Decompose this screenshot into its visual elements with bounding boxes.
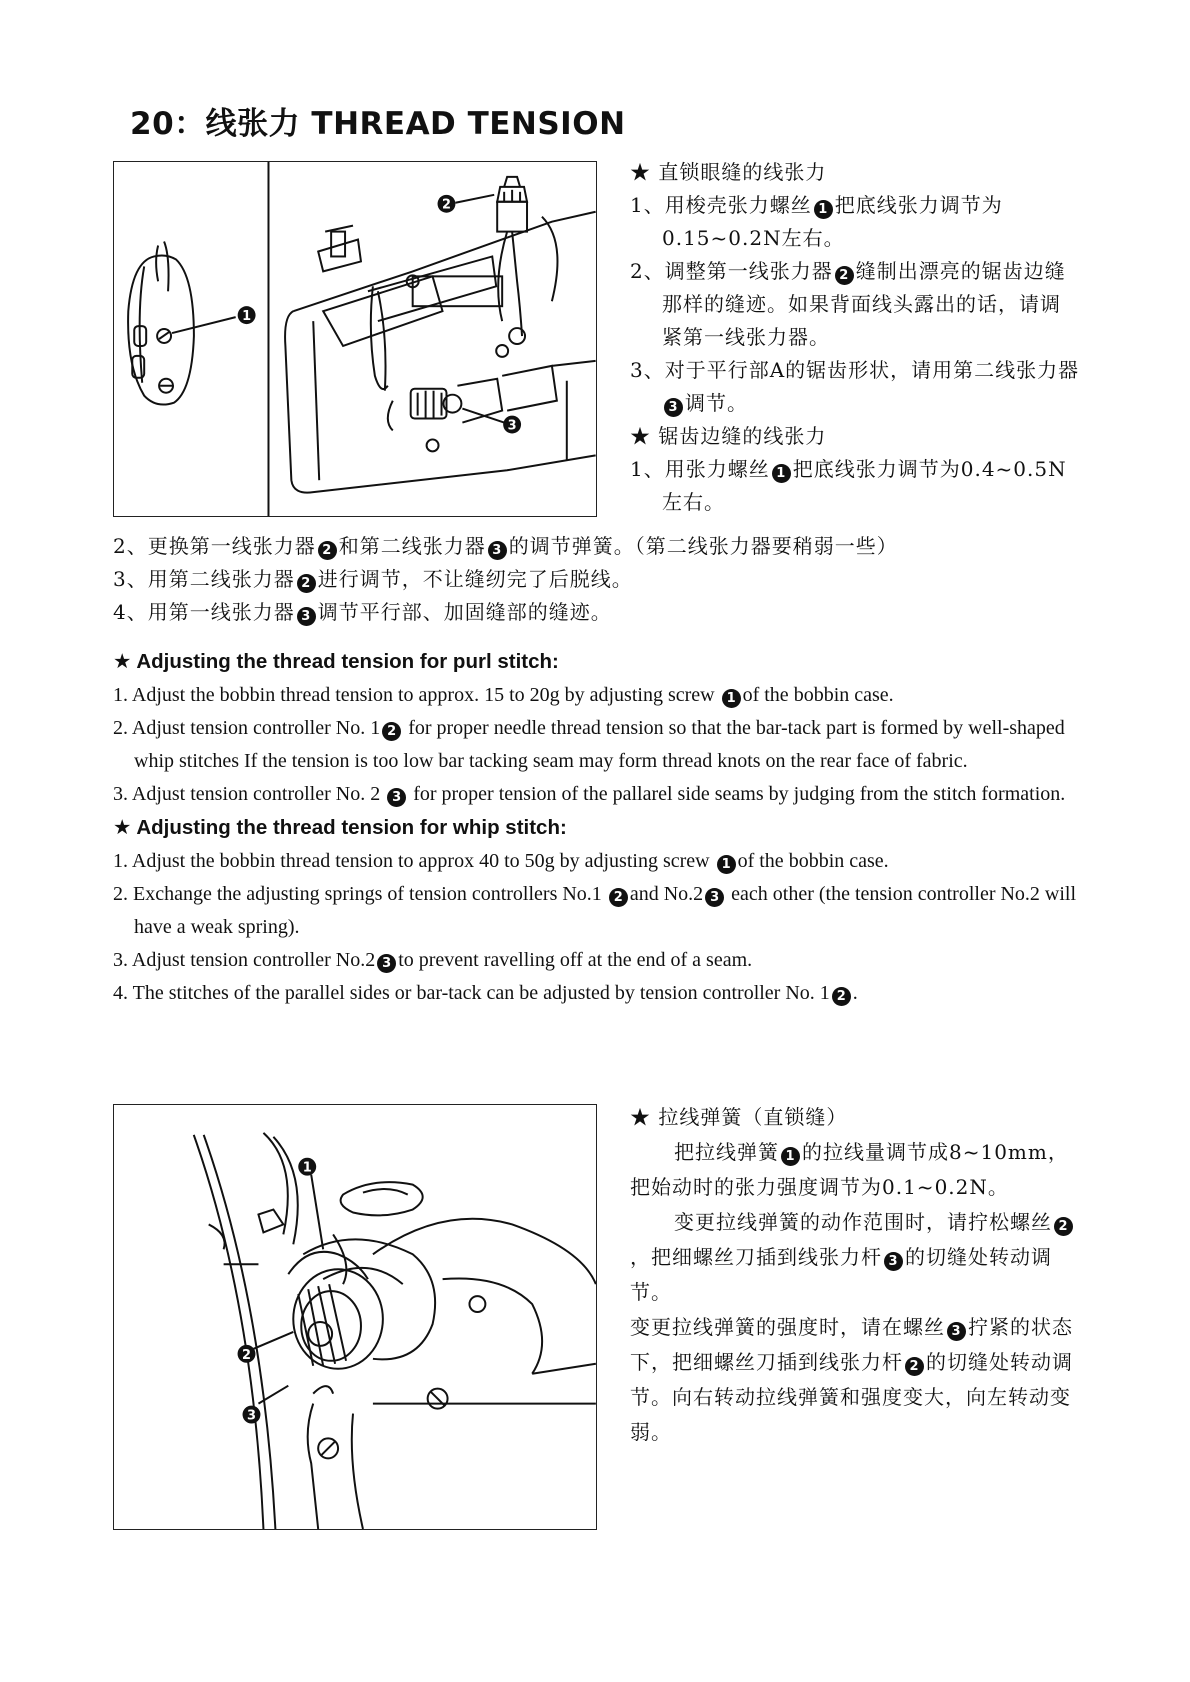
text: 拧紧的状态下，把细螺丝刀插到线张力杆 xyxy=(630,1315,1073,1374)
text: 3. Adjust tension controller No. 2 xyxy=(113,783,381,805)
text: 2. Adjust tension controller No. 1 xyxy=(113,717,381,739)
text: 和第二线张力器 xyxy=(338,534,486,558)
page-title: 20：线张力 THREAD TENSION xyxy=(130,106,626,142)
text: 调节。 xyxy=(685,391,748,415)
text: 缝制出漂亮的锯齿边缝那样的缝迹。如果背面线头露出的话，请调紧第一线张力器。 xyxy=(662,259,1066,349)
text: 1、用梭壳张力螺丝 xyxy=(630,193,812,217)
text: 变更拉线弹簧的强度时，请在螺丝 xyxy=(630,1315,945,1339)
cn-middle-instructions xyxy=(113,530,1093,629)
text: 4. The stitches of the parallel sides or bar-tack can be adjusted by tension controller No. 1 xyxy=(113,982,830,1004)
text: each other (the tension controller No.2 will have a weak spring). xyxy=(134,883,1077,938)
en-purl-step-2 xyxy=(113,712,1088,778)
callout-2-label: 2 xyxy=(242,1347,252,1363)
text: 2、更换第一线张力器 xyxy=(113,534,316,558)
en-whip-step-4 xyxy=(113,977,1088,1010)
callout-1-label: 1 xyxy=(242,309,252,325)
cn-whip-step-3 xyxy=(113,563,1093,596)
cn-step-3 xyxy=(630,354,1080,420)
cn-whip-step-4 xyxy=(113,596,1093,629)
cn-whip-step-1 xyxy=(630,453,1080,519)
marker-2: 2 xyxy=(297,574,316,593)
marker-3: 3 xyxy=(947,1322,966,1341)
cn-heading-buttonhole: ★ 直锁眼缝的线张力 xyxy=(630,160,827,184)
text: 把拉线弹簧 xyxy=(674,1140,779,1164)
cn-spring-para-1 xyxy=(630,1135,1080,1205)
marker-1: 1 xyxy=(814,200,833,219)
text: 调节平行部、加固缝部的缝迹。 xyxy=(317,600,612,624)
en-whip-step-2 xyxy=(113,878,1088,944)
text: of the bobbin case. xyxy=(742,684,894,706)
callout-3-label: 3 xyxy=(507,418,517,434)
sewing-head-illustration xyxy=(114,162,596,516)
cn-step-1 xyxy=(630,189,1080,255)
text: to prevent ravelling off at the end of a seam. xyxy=(398,949,753,971)
text: and No.2 xyxy=(629,883,704,905)
marker-2: 2 xyxy=(318,541,337,560)
text: 2. Exchange the adjusting springs of tension controllers No.1 xyxy=(113,883,602,905)
marker-3: 3 xyxy=(377,954,396,973)
marker-1: 1 xyxy=(717,855,736,874)
text: 4、用第一线张力器 xyxy=(113,600,295,624)
text: ，把细螺丝刀插到线张力杆 xyxy=(630,1245,882,1269)
marker-3: 3 xyxy=(884,1252,903,1271)
text: 1. Adjust the bobbin thread tension to approx. 15 to 20g by adjusting screw xyxy=(113,684,715,706)
marker-2: 2 xyxy=(1054,1217,1073,1236)
cn-heading-take-up-spring: ★ 拉线弹簧（直锁缝） xyxy=(630,1105,848,1129)
text: for proper needle thread tension so that the bar-tack part is formed by well-shaped whip stitches If the tension is too low bar tacking seam may form thread knots on the rear face of fabric. xyxy=(134,717,1065,772)
text: 1、用张力螺丝 xyxy=(630,457,770,481)
en-heading-purl: ★ Adjusting the thread tension for purl stitch: xyxy=(113,650,559,673)
figure-bobbin-and-tension-controllers xyxy=(113,161,597,517)
text: . xyxy=(852,982,858,1004)
marker-1: 1 xyxy=(781,1147,800,1166)
marker-2: 2 xyxy=(835,266,854,285)
text: 3、用第二线张力器 xyxy=(113,567,295,591)
marker-2: 2 xyxy=(382,722,401,741)
en-whip-step-3 xyxy=(113,944,1088,977)
text: 把底线张力调节为0.15~0.2N左右。 xyxy=(662,193,1003,250)
callout-3-label: 3 xyxy=(246,1408,256,1424)
text: 3、对于平行部A的锯齿形状，请用第二线张力器 xyxy=(630,358,1080,382)
callout-2-label: 2 xyxy=(441,197,451,213)
marker-1: 1 xyxy=(722,689,741,708)
text: 的切缝处转动调节。向右转动拉线弹簧和强度变大，向左转动变弱。 xyxy=(630,1350,1073,1444)
en-heading-whip: ★ Adjusting the thread tension for whip stitch: xyxy=(113,816,567,839)
marker-2: 2 xyxy=(905,1357,924,1376)
cn-whip-step-2 xyxy=(113,530,1093,563)
marker-3: 3 xyxy=(664,398,683,417)
text: 进行调节，不让缝纫完了后脱线。 xyxy=(317,567,633,591)
marker-3: 3 xyxy=(488,541,507,560)
text: 1. Adjust the bobbin thread tension to approx 40 to 50g by adjusting screw xyxy=(113,850,710,872)
callout-1-label: 1 xyxy=(302,1160,312,1176)
en-purl-step-1 xyxy=(113,679,1088,712)
marker-1: 1 xyxy=(772,464,791,483)
en-whip-step-1 xyxy=(113,845,1088,878)
cn-spring-para-2 xyxy=(630,1205,1080,1310)
text: 的切缝处转动调节。 xyxy=(630,1245,1052,1304)
marker-3: 3 xyxy=(297,607,316,626)
text: for proper tension of the pallarel side seams by judging from the stitch formation. xyxy=(413,783,1066,805)
text: 把底线张力调节为0.4~0.5N左右。 xyxy=(662,457,1067,514)
text: 2、调整第一线张力器 xyxy=(630,259,833,283)
marker-3: 3 xyxy=(705,888,724,907)
en-instructions xyxy=(113,645,1088,1010)
cn-step-2 xyxy=(630,255,1080,354)
cn-heading-whip: ★ 锯齿边缝的线张力 xyxy=(630,424,827,448)
text: 的拉线量调节成8~10mm，把始动时的张力强度调节为0.1~0.2N。 xyxy=(630,1140,1069,1199)
cn-upper-instructions xyxy=(630,156,1080,519)
marker-3: 3 xyxy=(387,788,406,807)
marker-2: 2 xyxy=(609,888,628,907)
text: of the bobbin case. xyxy=(737,850,889,872)
take-up-spring-illustration xyxy=(114,1105,596,1529)
text: 变更拉线弹簧的动作范围时，请拧松螺丝 xyxy=(674,1210,1052,1234)
cn-lower-instructions xyxy=(630,1100,1080,1450)
text: 的调节弹簧。（第二线张力器要稍弱一些） xyxy=(508,534,898,558)
figure-thread-take-up-spring xyxy=(113,1104,597,1530)
en-purl-step-3 xyxy=(113,778,1088,811)
cn-spring-para-3 xyxy=(630,1310,1080,1450)
text: 3. Adjust tension controller No.2 xyxy=(113,949,376,971)
marker-2: 2 xyxy=(832,987,851,1006)
